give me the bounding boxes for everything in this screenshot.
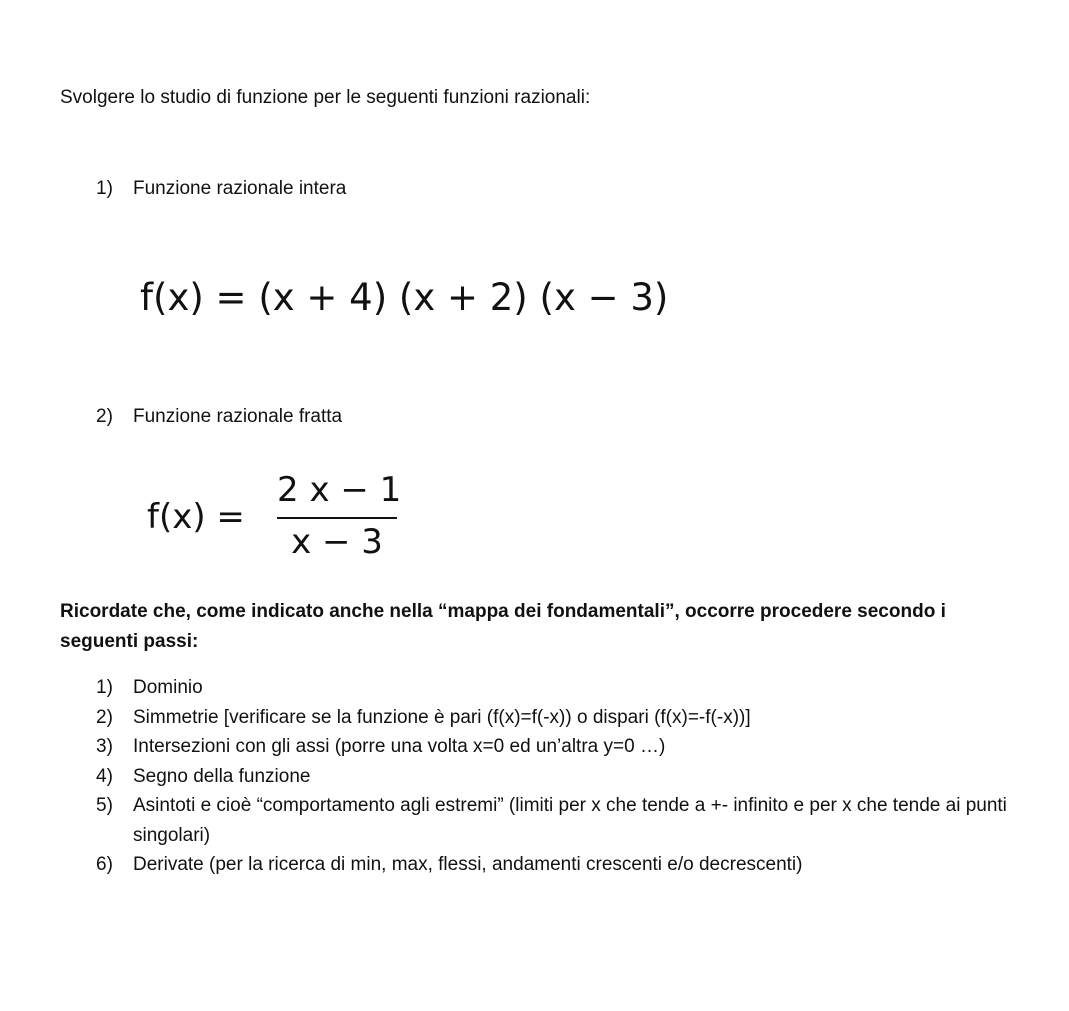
list-item [96,673,1056,703]
list-item [96,732,1056,762]
step-text: Simmetrie [verificare se la funzione è pari (f(x)=f(-x)) o dispari (f(x)=-f(-x))] [133,706,751,728]
fraction-bar [277,517,397,519]
step-text: Asintoti e cioè “comportamento agli estremi” (limiti per x che tende a +- infinito e per x che tende ai punti singolari) [133,795,1007,846]
step-text: Intersezioni con gli assi (porre una volta x=0 ed un’altra y=0 …) [133,736,666,757]
function-2-number: 2) [96,406,113,427]
step-number: 5) [96,795,113,816]
step-number: 1) [96,677,113,698]
list-item [96,703,1056,733]
function-1-label: Funzione razionale intera [133,178,347,199]
step-text: Segno della funzione [133,765,311,787]
steps-list [96,673,1056,880]
function-2-label: Funzione razionale fratta [133,406,343,427]
function-1-formula: f(x) = (x + 4) (x + 2) (x − 3) [140,276,669,319]
list-item [96,791,1056,850]
step-text: Derivate (per la ricerca di min, max, flessi, andamenti crescenti e/o decrescenti) [133,854,803,875]
step-number: 2) [96,706,113,728]
function-2-numerator: 2 x − 1 [277,470,402,510]
function-2-lhs: f(x) = [147,497,245,537]
reminder-text: Ricordate che, come indicato anche nella “mappa dei fondamentali”, occorre procedere secondo i seguenti passi: [60,601,946,652]
step-number: 4) [96,765,113,787]
intro-text: Svolgere lo studio di funzione per le seguenti funzioni razionali: [60,87,591,108]
step-text: Dominio [133,677,203,698]
step-number: 6) [96,854,113,875]
list-item [96,762,1056,792]
function-2-formula [147,470,407,565]
step-number: 3) [96,736,113,757]
function-2-denominator: x − 3 [291,522,383,562]
list-item [96,850,1056,880]
function-1-number: 1) [96,178,113,199]
